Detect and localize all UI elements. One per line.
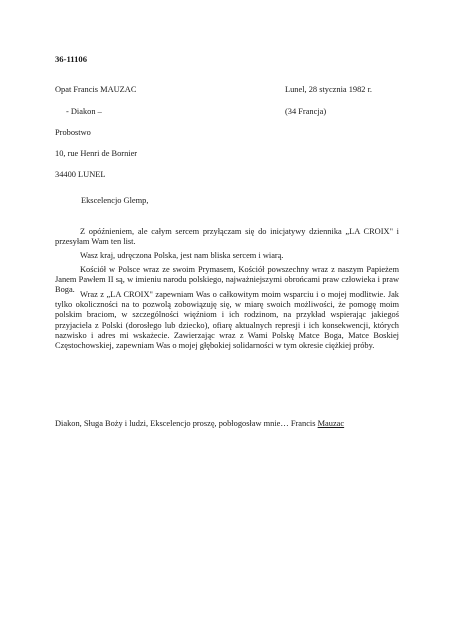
sender-role: - Diakon – xyxy=(66,107,102,116)
paragraph-2: Wasz kraj, udręczona Polska, jest nam bliska sercem i wiarą. xyxy=(80,251,284,260)
paragraph-3: Kościół w Polsce wraz ze swoim Prymasem, Kościół powszechny wraz z naszym Papieżem Janem Pawłem II są, w imieniu narodu polskiego, najważniejszymi obrońcami praw człowieka i praw Boga. xyxy=(55,265,399,295)
closing-text: Diakon, Sługa Boży i ludzi, Ekscelencjo proszę, pobłogosław mnie… Francis xyxy=(55,419,318,428)
sender-city: 34400 LUNEL xyxy=(55,170,106,179)
reference-number: 36-11106 xyxy=(55,54,87,64)
place-date: Lunel, 28 stycznia 1982 r. xyxy=(285,85,372,94)
sender-parish: Probostwo xyxy=(55,128,91,137)
closing-line xyxy=(55,419,344,429)
sender-street: 10, rue Henri de Bornier xyxy=(55,149,138,158)
signature: Mauzac xyxy=(317,419,345,428)
paragraph-1: Z opóźnieniem, ale całym sercem przyłączam się do inicjatywy dziennika „LA CROIX" i przesyłam Wam ten list. xyxy=(55,227,399,247)
greeting: Ekscelencjo Glemp, xyxy=(81,196,149,205)
sender-name: Opat Francis MAUZAC xyxy=(55,85,137,94)
region: (34 Francja) xyxy=(285,107,327,116)
paragraph-4: Wraz z „LA CROIX" zapewniam Was o całkowitym moim wsparciu i o mojej modlitwie. Jak tylko okoliczności na to pozwolą zobowiązuję się, w miarę swoich możliwości, że pomogę moim polskim braciom, w szczególności więźniom i ich rodzinom, na przykład wspierając jakiegoś przyjaciela z Polski (dorosłego lub dziecko), ofiarę aktualnych represji i ich konsekwencji, których nazwisko i adres mi wskażecie. Zawierzając wraz z Wami Polskę Matce Boga, Matce Boskiej Częstochowskiej, zapewniam Was o mojej głębokiej solidarności w tym okresie ciężkiej próby. xyxy=(55,290,399,351)
